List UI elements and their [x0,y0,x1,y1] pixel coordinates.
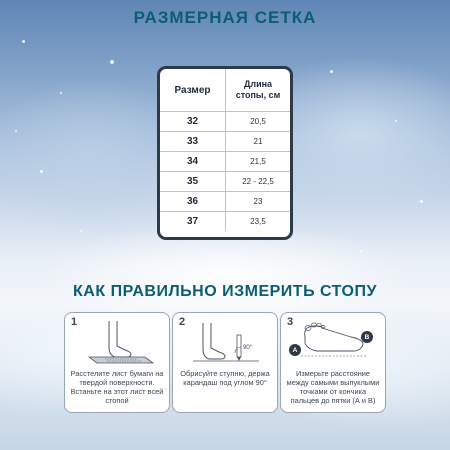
pencil-outline-icon [173,313,279,369]
foot-on-paper-icon [65,313,171,369]
step-text: Обрисуйте ступню, держа карандаш под углом 90° [180,369,270,387]
step-number: 2 [179,316,186,328]
step-card-3 [280,312,386,413]
table-row [160,171,290,191]
size-cell: 37 [160,212,226,231]
length-cell: 21,5 [250,157,266,166]
measure-title: КАК ПРАВИЛЬНО ИЗМЕРИТЬ СТОПУ [73,283,377,300]
step-text: Измерьте расстояние между самыми выпуклыми точками от кончика пальцев до пятки (А и В) [286,369,380,405]
point-b-marker: B [361,331,373,343]
table-row [160,111,290,131]
length-cell: 23 [253,197,263,206]
table-row [160,151,290,171]
page-title: РАЗМЕРНАЯ СЕТКА [133,8,317,27]
step-text: Расстелите лист бумаги на твердой поверхности. Встаньте на этот лист всей стопой [70,369,164,405]
header-foot-length: Длина стопы, см [235,79,281,100]
size-cell: 32 [160,112,226,131]
step-number: 1 [71,316,78,328]
step-number: 3 [287,316,294,328]
length-cell: 21 [253,137,263,146]
header-size: Размер [160,69,226,111]
size-table [157,66,293,240]
size-cell: 34 [160,152,226,171]
length-cell: 22 - 22,5 [242,177,274,186]
table-row [160,211,290,231]
size-cell: 33 [160,132,226,151]
table-row [160,191,290,211]
length-cell: 20,5 [250,117,266,126]
size-cell: 35 [160,172,226,191]
step-card-2 [172,312,278,413]
size-cell: 36 [160,192,226,211]
angle-label: 90° [243,345,253,351]
point-a-marker: A [289,344,301,356]
size-table-header [160,69,290,111]
table-row [160,131,290,151]
step-card-1 [64,312,170,413]
length-cell: 23,5 [250,217,266,226]
